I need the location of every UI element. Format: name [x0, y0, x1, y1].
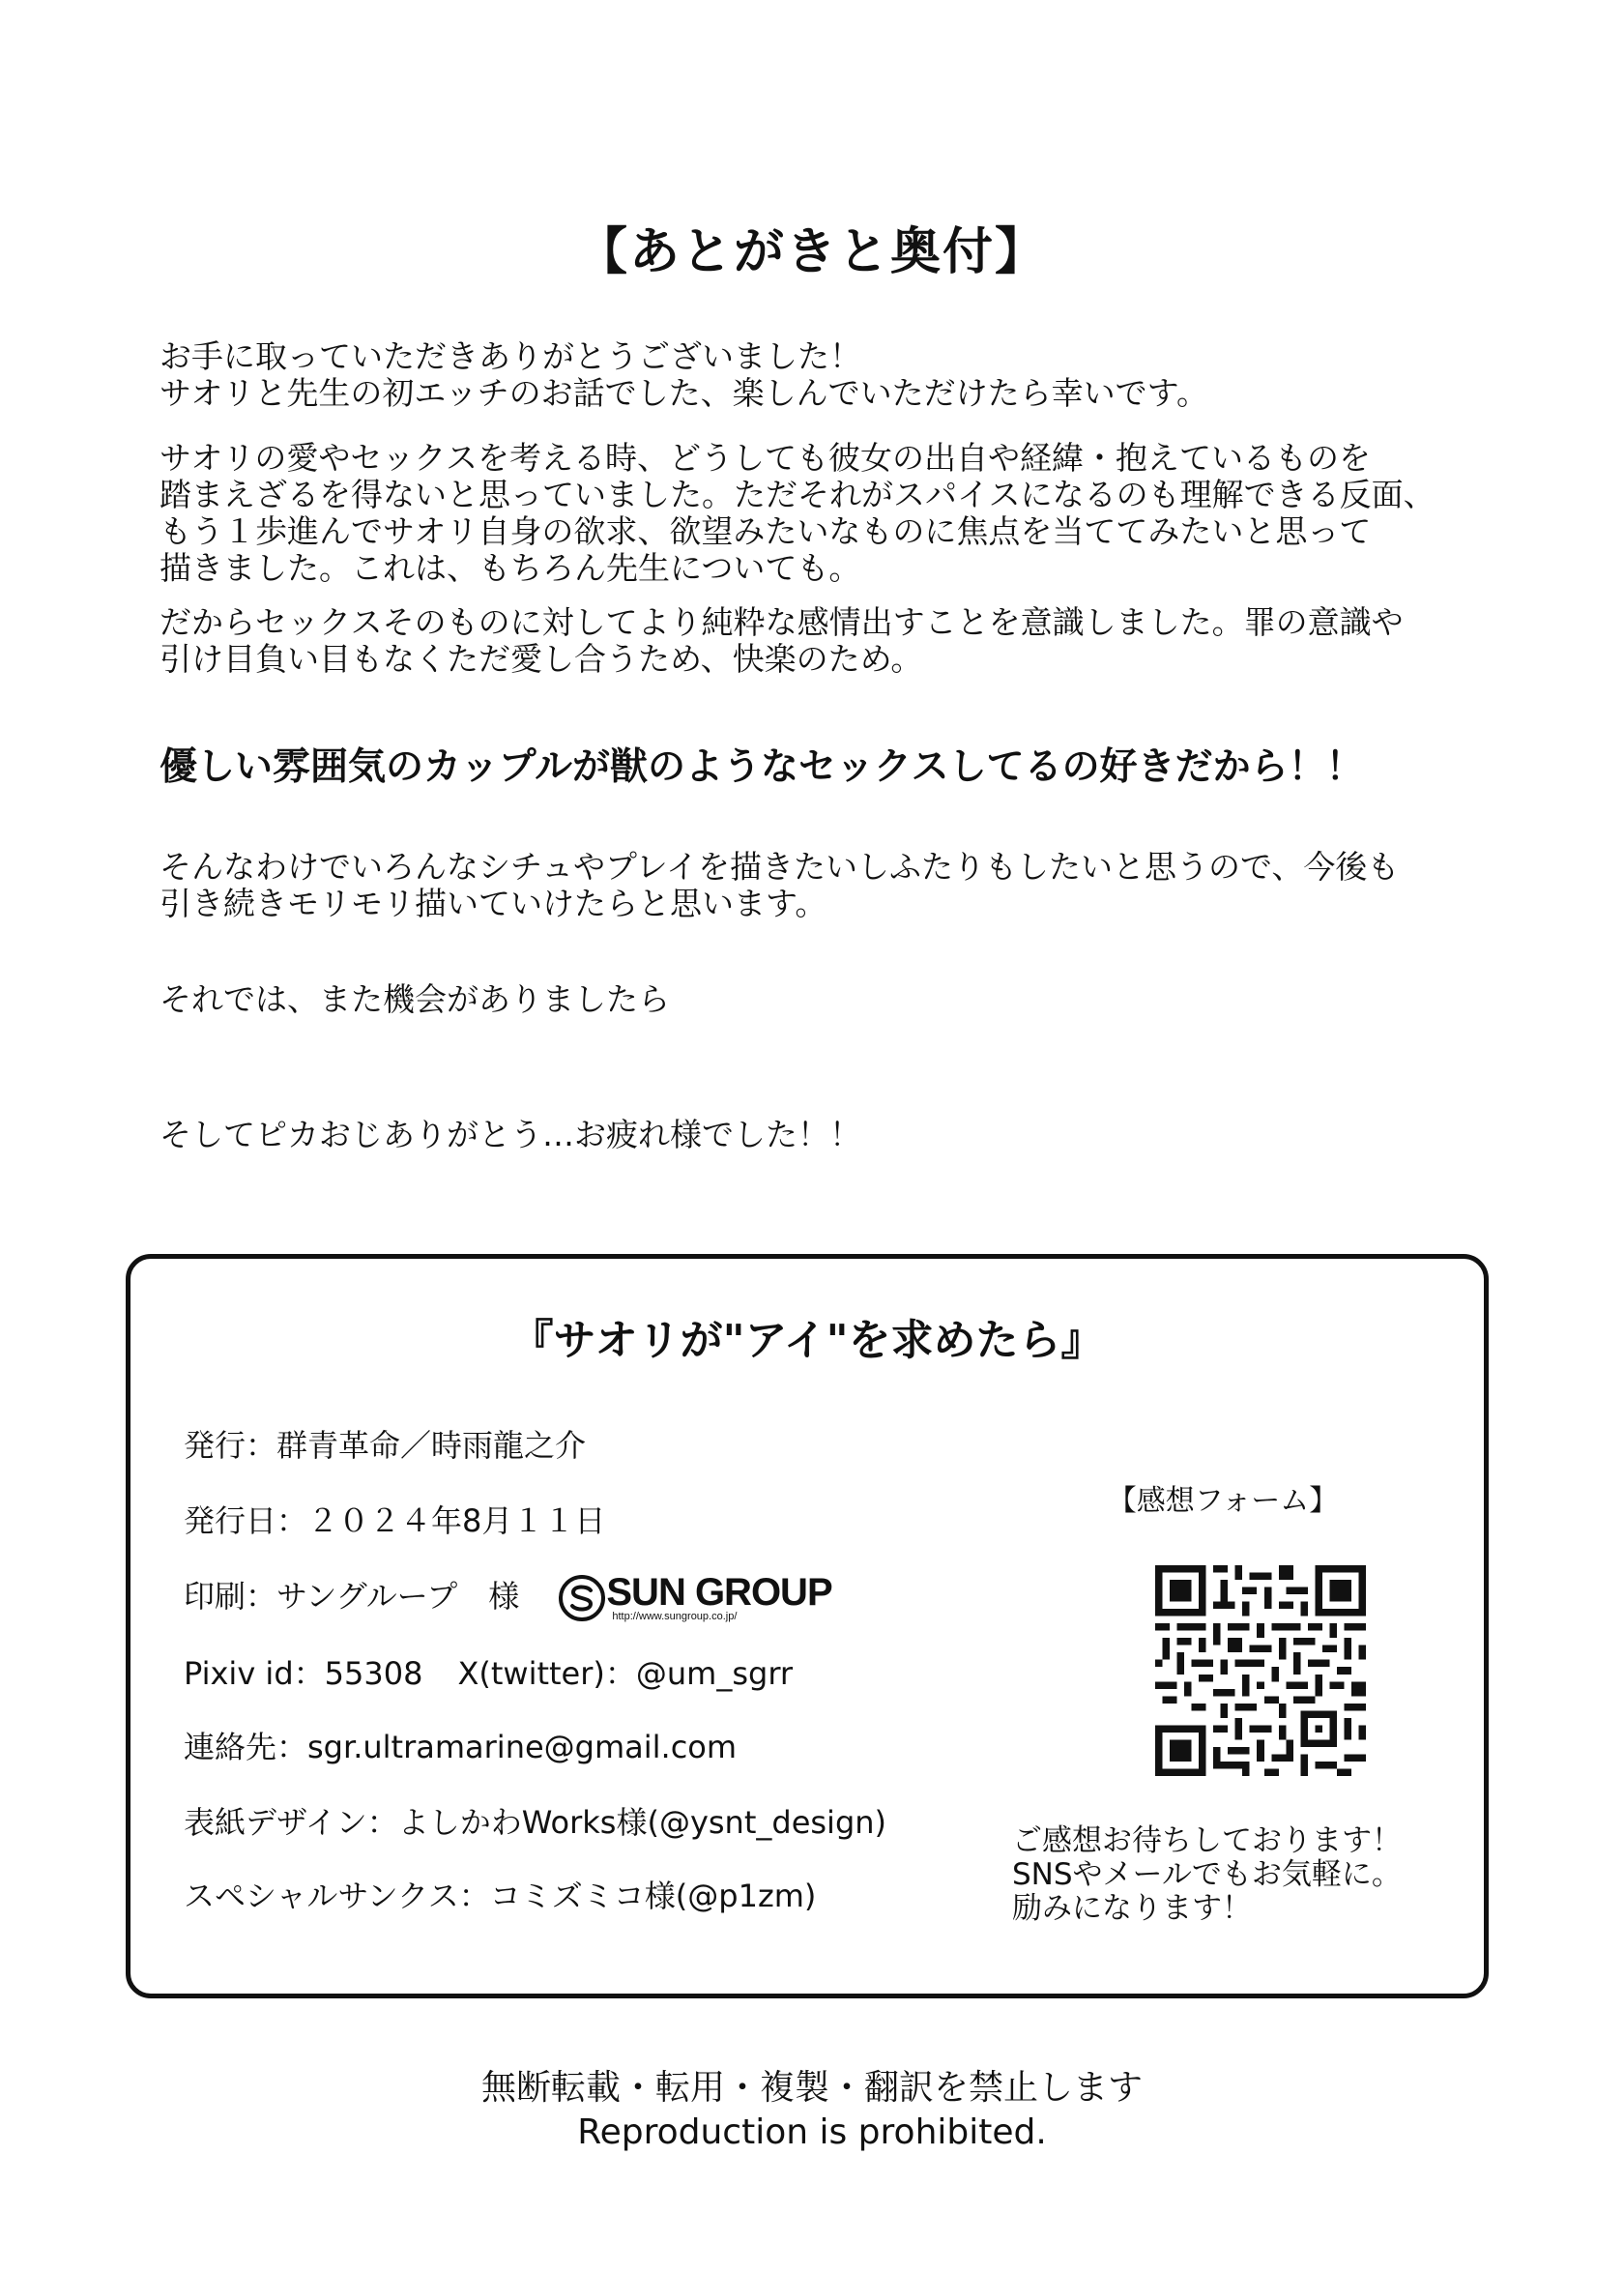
text-line: 踏まえざるを得ないと思っていました。ただそれがスパイスになるのも理解できる反面、 [160, 476, 1436, 513]
sun-group-logo [558, 1571, 832, 1622]
feedback-message [1012, 1824, 1402, 1926]
book-title: 『サオリが"アイ"を求めたら』 [510, 1316, 1104, 1365]
text-line: もう１歩進んでサオリ自身の欲求、欲望みたいなものに焦点を当ててみたいと思って [160, 512, 1372, 550]
publisher-line: 発行：群青革命／時雨龍之介 [184, 1427, 587, 1464]
message-line: ご感想お待ちしております！ [1012, 1823, 1402, 1858]
logo-url: http://www.sungroup.co.jp/ [612, 1611, 738, 1622]
pixiv-id: Pixiv id：55308 [184, 1655, 423, 1692]
special-thanks-line: スペシャルサンクス：コミズミコ様(@p1zm) [184, 1878, 817, 1914]
publish-date-line: 発行日：２０２４年8月１１日 [184, 1502, 606, 1539]
cover-design-line: 表紙デザイン：よしかわWorks様(@ysnt_design) [184, 1804, 887, 1841]
text-line: サオリと先生の初エッチのお話でした、楽しんでいただけたら幸いです。 [160, 374, 1209, 412]
emphasis-statement: 優しい雰囲気のカップルが獣のようなセックスしてるの好きだから！！ [160, 745, 1364, 789]
twitter-id: X(twitter)：@um_sgrr [457, 1655, 794, 1692]
paragraph-thanks-final [160, 1117, 1513, 1153]
text-line: サオリの愛やセックスを考える時、どうしても彼女の出自や経緯・抱えているものを [160, 439, 1372, 477]
notice-jp: 無断転載・転用・複製・翻訳を禁止します [480, 2068, 1143, 2108]
text-line: お手に取っていただきありがとうございました！ [160, 337, 861, 375]
social-ids-line [184, 1649, 793, 1694]
paragraph-farewell [160, 981, 1513, 1018]
printer-label: 印刷：サングループ 様 [184, 1578, 520, 1615]
paragraph-intent [160, 604, 1513, 678]
feedback-label: 【感想フォーム】 [1107, 1484, 1339, 1518]
text-line: 描きました。これは、もちろん先生についても。 [160, 549, 861, 587]
message-line: 励みになります！ [1012, 1891, 1252, 1926]
text-line: そんなわけでいろんなシチュやプレイを描きたいしふたりもしたいと思うので、今後も [160, 848, 1400, 886]
paragraph-approach [160, 440, 1513, 587]
colophon-box [126, 1254, 1489, 1998]
logo-name: SUN GROUP [606, 1571, 832, 1614]
message-line: SNSやメールでもお気軽に。 [1012, 1857, 1402, 1892]
contact-line: 連絡先：sgr.ultramarine@gmail.com [184, 1729, 738, 1765]
text-line: そしてピカおじありがとう…お疲れ様でした！！ [160, 1116, 861, 1153]
paragraph-future [160, 849, 1513, 922]
notice-en: Reproduction is prohibited. [577, 2112, 1047, 2152]
text-line: 引き続きモリモリ描いていけたらと思います。 [160, 885, 827, 922]
page-title: 【あとがきと奥付】 [576, 223, 1047, 281]
qr-code-icon[interactable] [1155, 1565, 1366, 1776]
printer-line [184, 1572, 832, 1622]
text-line: だからセックスそのものに対してより純粋な感情出すことを意識しました。罪の意識や [160, 603, 1404, 641]
reproduction-notice [0, 2066, 1624, 2155]
paragraph-thanks [160, 338, 1513, 412]
text-line: 引け目負い目もなくただ愛し合うため、快楽のため。 [160, 640, 923, 678]
text-line: それでは、また機会がありましたら [160, 980, 670, 1018]
sun-group-emblem-icon [558, 1574, 606, 1622]
